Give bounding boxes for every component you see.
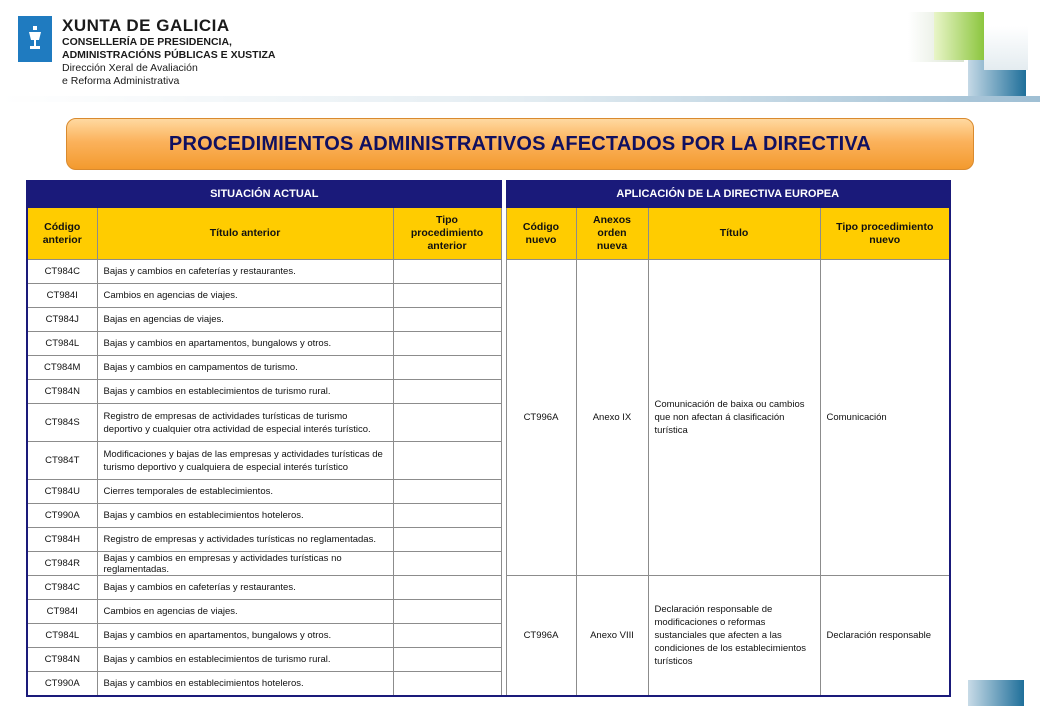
previous-title-cell: Cambios en agencias de viajes. [97, 600, 393, 624]
previous-title-cell: Bajas y cambios en establecimientos hoteleros. [97, 672, 393, 696]
previous-type-cell [393, 528, 501, 552]
previous-type-cell [393, 442, 501, 480]
previous-type-cell [393, 648, 501, 672]
table-row [27, 576, 950, 600]
new-code-cell: CT996A [506, 260, 576, 576]
new-code-cell: CT996A [506, 576, 576, 696]
section-current-header: SITUACIÓN ACTUAL [27, 181, 501, 208]
previous-type-cell [393, 672, 501, 696]
new-title-cell: Comunicación de baixa ou cambios que non afectan á clasificación turística [648, 260, 820, 576]
decor-square-bottom [968, 680, 1024, 706]
previous-title-cell: Registro de empresas de actividades turísticas de turismo deportivo y cualquier otra actividad de especial interés turístico. [97, 404, 393, 442]
previous-code-cell: CT984R [27, 552, 97, 576]
table-row [27, 260, 950, 284]
col-header-previous-title: Título anterior [97, 208, 393, 260]
xunta-logo-icon [18, 16, 52, 62]
previous-code-cell: CT984I [27, 284, 97, 308]
previous-code-cell: CT984C [27, 260, 97, 284]
new-annex-cell: Anexo IX [576, 260, 648, 576]
previous-type-cell [393, 504, 501, 528]
previous-code-cell: CT984S [27, 404, 97, 442]
previous-type-cell [393, 308, 501, 332]
previous-type-cell [393, 600, 501, 624]
previous-code-cell: CT990A [27, 672, 97, 696]
previous-code-cell: CT984M [27, 356, 97, 380]
previous-code-cell: CT984J [27, 308, 97, 332]
previous-type-cell [393, 284, 501, 308]
decor-square-light [984, 26, 1028, 70]
previous-type-cell [393, 480, 501, 504]
previous-title-cell: Bajas y cambios en campamentos de turismo. [97, 356, 393, 380]
procedures-table [26, 180, 951, 697]
previous-title-cell: Bajas y cambios en establecimientos de turismo rural. [97, 648, 393, 672]
previous-code-cell: CT984H [27, 528, 97, 552]
section-directive-header: APLICACIÓN DE LA DIRECTIVA EUROPEA [506, 181, 950, 208]
col-header-previous-code: Código anterior [27, 208, 97, 260]
decor-band-top [0, 96, 1040, 102]
dept-line-2: ADMINISTRACIÓNS PÚBLICAS E XUSTIZA [62, 49, 276, 61]
previous-type-cell [393, 380, 501, 404]
dept-line-3: Dirección Xeral de Avaliación [62, 62, 198, 74]
previous-title-cell: Cierres temporales de establecimientos. [97, 480, 393, 504]
org-header [62, 16, 276, 88]
previous-code-cell: CT984T [27, 442, 97, 480]
previous-title-cell: Bajas y cambios en cafeterías y restaurantes. [97, 576, 393, 600]
dept-line-4: e Reforma Administrativa [62, 75, 180, 87]
previous-type-cell [393, 260, 501, 284]
new-type-cell: Comunicación [820, 260, 950, 576]
previous-type-cell [393, 552, 501, 576]
new-annex-cell: Anexo VIII [576, 576, 648, 696]
col-header-new-code: Código nuevo [506, 208, 576, 260]
previous-title-cell: Modificaciones y bajas de las empresas y actividades turísticas de turismo deportivo y cualquiera de especial interés turístico [97, 442, 393, 480]
previous-title-cell: Bajas en agencias de viajes. [97, 308, 393, 332]
new-type-cell: Declaración responsable [820, 576, 950, 696]
previous-title-cell: Bajas y cambios en apartamentos, bungalows y otros. [97, 332, 393, 356]
col-header-previous-type: Tipo procedimiento anterior [393, 208, 501, 260]
previous-code-cell: CT984N [27, 648, 97, 672]
previous-title-cell: Registro de empresas y actividades turísticas no reglamentadas. [97, 528, 393, 552]
org-name: XUNTA DE GALICIA [62, 16, 230, 35]
previous-code-cell: CT984L [27, 624, 97, 648]
previous-code-cell: CT990A [27, 504, 97, 528]
previous-title-cell: Cambios en agencias de viajes. [97, 284, 393, 308]
col-header-new-annex: Anexos orden nueva [576, 208, 648, 260]
previous-type-cell [393, 332, 501, 356]
decor-square-green [934, 12, 984, 60]
previous-code-cell: CT984U [27, 480, 97, 504]
col-header-new-type: Tipo procedimiento nuevo [820, 208, 950, 260]
previous-code-cell: CT984C [27, 576, 97, 600]
previous-type-cell [393, 356, 501, 380]
new-title-cell: Declaración responsable de modificaciones o reformas sustanciales que afecten a las condiciones de los establecimientos turísticos [648, 576, 820, 696]
previous-type-cell [393, 576, 501, 600]
previous-title-cell: Bajas y cambios en apartamentos, bungalows y otros. [97, 624, 393, 648]
previous-title-cell: Bajas y cambios en establecimientos de turismo rural. [97, 380, 393, 404]
page-title: PROCEDIMIENTOS ADMINISTRATIVOS AFECTADOS POR LA DIRECTIVA [168, 132, 872, 155]
previous-code-cell: CT984N [27, 380, 97, 404]
dept-line-1: CONSELLERÍA DE PRESIDENCIA, [62, 36, 232, 48]
previous-type-cell [393, 624, 501, 648]
previous-title-cell: Bajas y cambios en empresas y actividades turísticas no reglamentadas. [97, 552, 393, 576]
previous-type-cell [393, 404, 501, 442]
previous-title-cell: Bajas y cambios en cafeterías y restaurantes. [97, 260, 393, 284]
previous-title-cell: Bajas y cambios en establecimientos hoteleros. [97, 504, 393, 528]
previous-code-cell: CT984L [27, 332, 97, 356]
previous-code-cell: CT984I [27, 600, 97, 624]
col-header-new-title: Título [648, 208, 820, 260]
page-title-banner [66, 118, 974, 170]
